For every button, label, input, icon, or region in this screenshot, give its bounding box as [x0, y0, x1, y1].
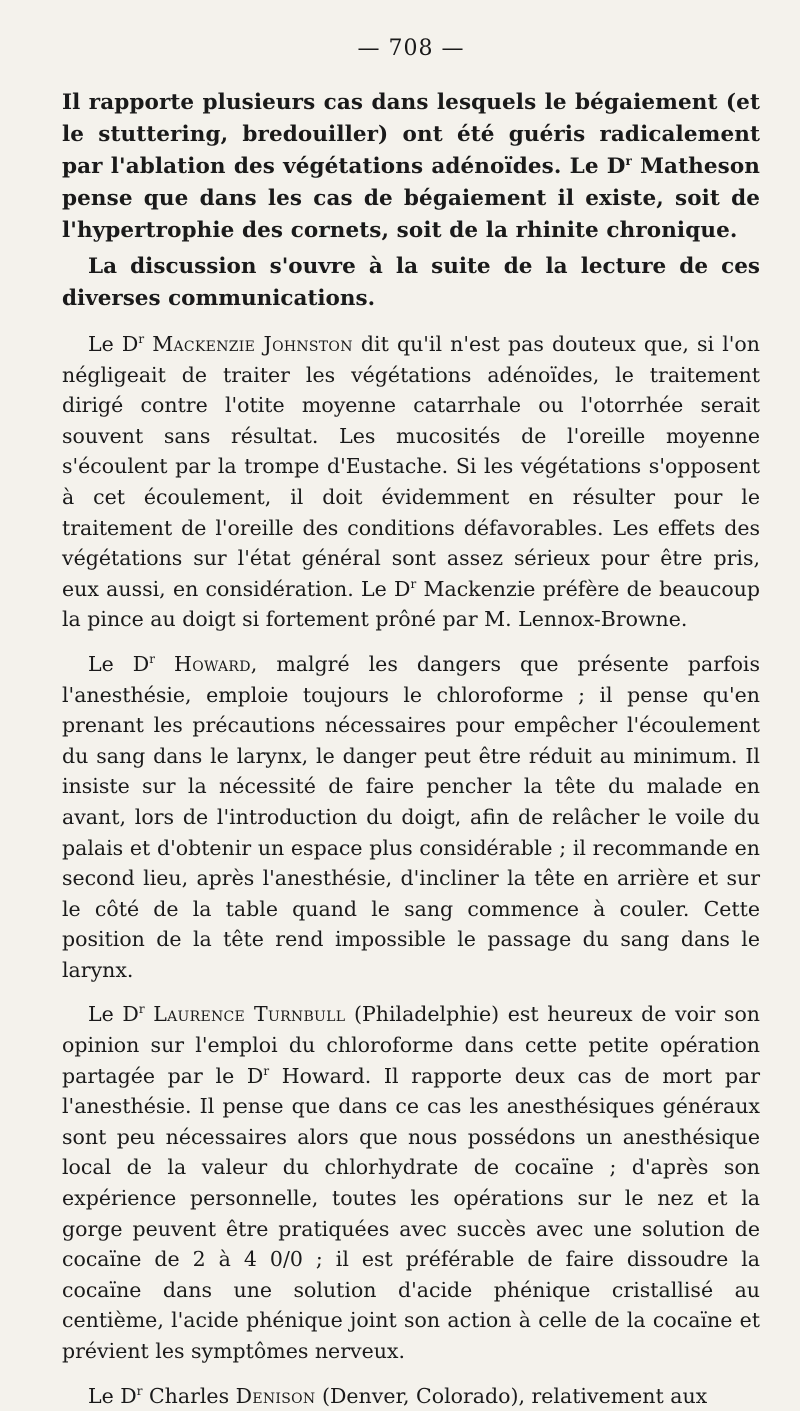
superscript: r [149, 651, 155, 666]
author-name: Mackenzie Johnston [152, 332, 353, 356]
paragraph-stuttering [62, 87, 760, 247]
author-name: Howard [174, 651, 251, 676]
paragraph-text: Howard. Il rapporte deux cas de mort par l'anesthésie. Il pense que dans ce cas les anesthésiques généraux sont peu nécessaires alors que nous possédons un anesthésique local de la valeur du chlorhydrate de cocaïne ; d'après son expérience personnelle, toutes les opérations sur le nez et la gorge peuvent être pratiquées avec succès avec une solution de cocaïne de 2 à 4 0/0 ; il est préférable de faire dissoudre la cocaïne dans une solution d'acide phénique cristallisé au centième, l'acide phénique joint son action à celle de la cocaïne et prévient les symptômes nerveux. [62, 1063, 761, 1363]
paragraph-text: La discussion s'ouvre à la suite de la lecture de ces diverses communications. [62, 254, 760, 311]
paragraph-howard [62, 649, 760, 986]
paragraph-text: (Denver, Colorado), relativement aux [315, 1383, 708, 1408]
superscript: r [263, 1063, 270, 1078]
superscript: r [138, 332, 145, 346]
author-name: Laurence Turnbull [153, 1002, 346, 1027]
title-prefix: Le D [88, 651, 150, 676]
paragraph-text: , malgré les dangers que présente parfois l'anesthésie, emploie toujours le chloroforme ; il pense qu'en prenant les précautions nécessaires pour empêcher l'écoulement du sang dans le larynx, le danger peut être réduit au minimum. Il insiste sur la nécessité de faire pencher la tête du malade en avant, lors de l'introduction du doigt, afin de relâcher le voile du palais et d'obtenir un espace plus considérable ; il recommande en second lieu, après l'anesthésie, d'incliner la tête en arrière et sur le côté de la table quand le sang commence à couler. Cette position de la tête rend impossible le passage du sang dans le larynx. [62, 651, 760, 982]
title-prefix: Le D [88, 1383, 137, 1408]
title-prefix: Le D [88, 1002, 139, 1027]
paragraph-discussion [62, 251, 760, 315]
page-number: — 708 — [357, 36, 465, 61]
paragraph-text: Il rapporte plusieurs cas dans lesquels le bégaiement (et le stuttering, bredouiller) ont été guéris radicalement par l'ablation des végétations adénoïdes. Le D [62, 90, 760, 179]
paragraph-turnbull [62, 999, 760, 1366]
title-prefix: Le D [88, 332, 139, 356]
author-name: Denison [235, 1383, 316, 1408]
paragraph-mackenzie [62, 329, 760, 635]
given-name: Charles [142, 1383, 236, 1408]
paragraph-text: Mackenzie préfère de beaucoup la pince au doigt si fortement prôné par M. Lennox-Browne. [62, 576, 760, 632]
paragraph-text: (Philadelphie) est heureux de voir son opinion sur l'emploi du chloroforme dans cette petite opération partagée par le D [62, 1002, 760, 1088]
paragraph-denison [62, 1381, 760, 1411]
paragraph-text: Matheson pense que dans les cas de bégaiement il existe, soit de l'hypertrophie des cornets, soit de la rhinite chronique. [62, 154, 760, 243]
paragraph-text: dit qu'il n'est pas douteux que, si l'on négligeait de traiter les végétations adénoïdes, le traitement dirigé contre l'otite moyenne catarrhale ou l'otorrhée serait souvent sans résultat. Les mucosités de l'oreille moyenne s'écoulent par la trompe d'Eustache. Si les végétations s'opposent à cet écoulement, il doit évidemment en résulter pour le traitement de l'oreille des conditions défavorables. Les effets des végétations sur l'état général sont assez sérieux pour être pris, eux aussi, en considération. Le D [62, 332, 760, 601]
superscript: r [136, 1383, 143, 1398]
superscript: r [410, 576, 417, 591]
superscript: r [625, 154, 632, 168]
superscript: r [138, 1002, 145, 1017]
